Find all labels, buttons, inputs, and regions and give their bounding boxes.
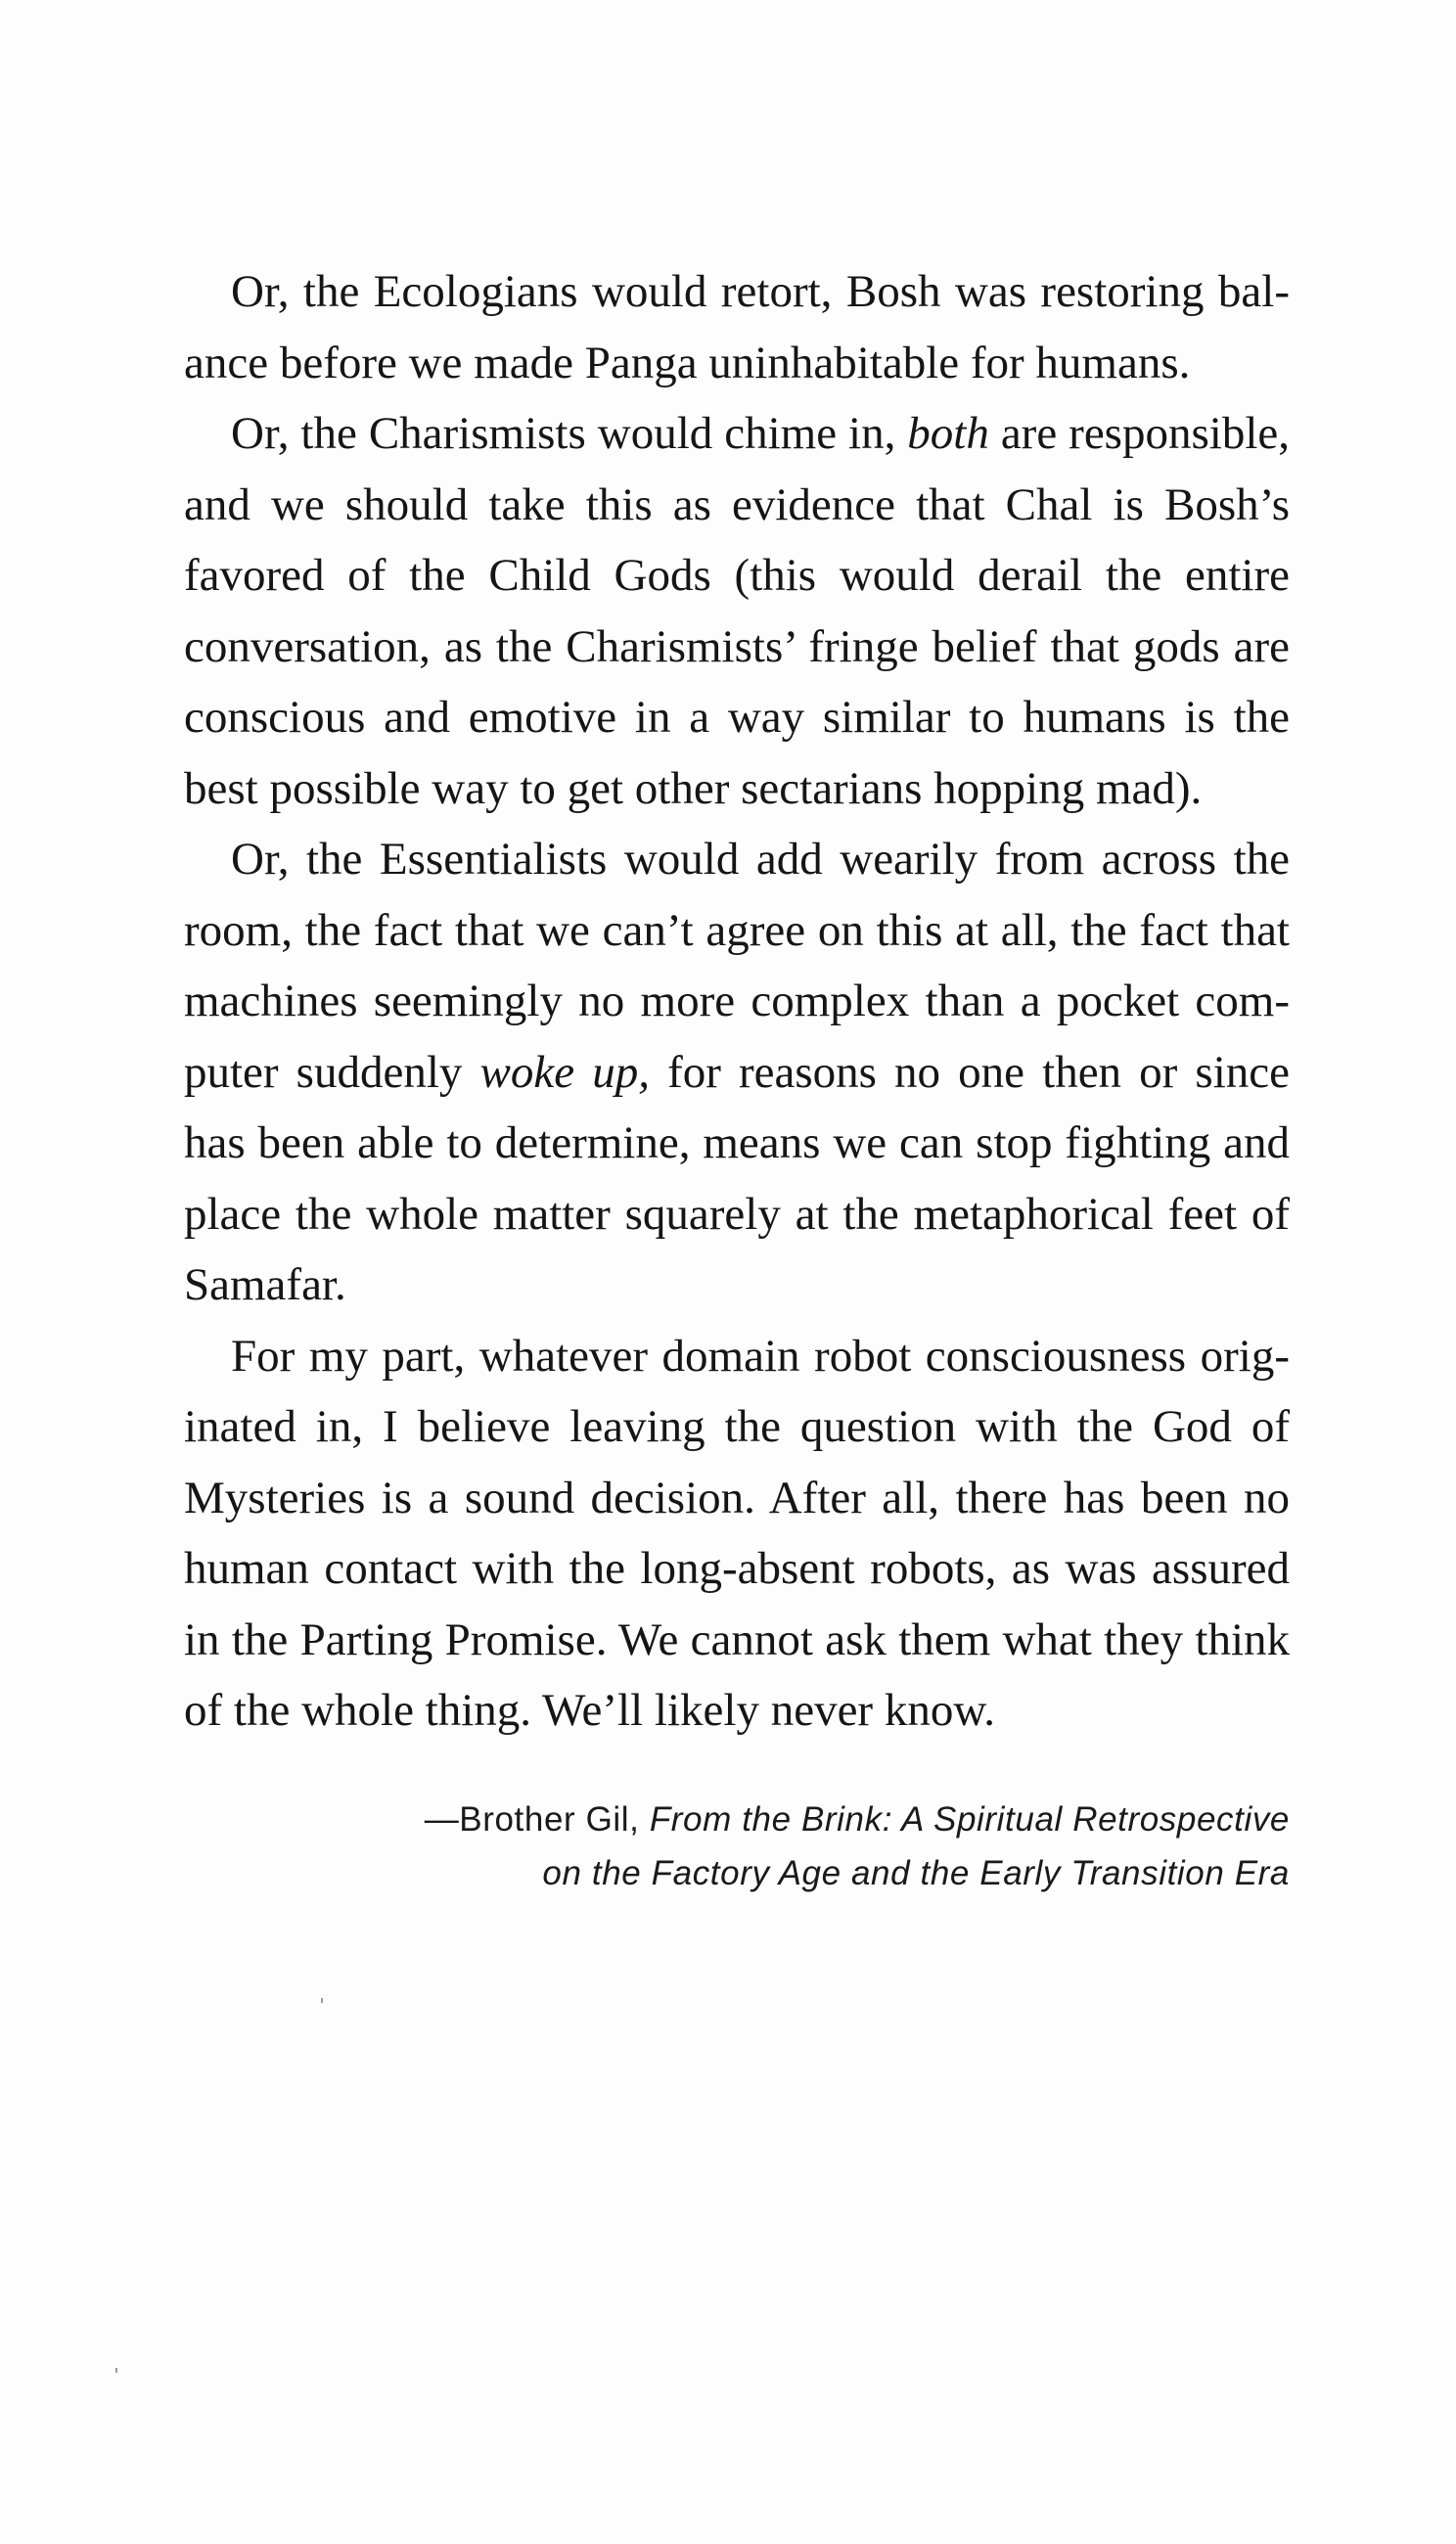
paragraph-text: for reasons no one then or since has been able to determine, means we can stop fighting and place the whole matter squarely at the metaphorical feet of Samafar.	[184, 1046, 1290, 1310]
attribution-title-part-1: From the Brink: A Spiritual Retrospective	[649, 1800, 1290, 1839]
emphasis-text: both	[907, 408, 989, 459]
attribution-title-part-2: on the Factory Age and the Early Transition Era	[542, 1854, 1290, 1892]
paragraph-text: are responsible, and we should take this as evidence that Chal is Bosh’s favored of the Child Gods (this would derail the entire conversation, as the Charismists’ fringe belief that gods are conscious and emotive in a way similar to humans is the best possible way to get other sectarians hopping mad).	[184, 408, 1290, 814]
paragraph-ecologians	[184, 256, 1290, 398]
paragraph-text: Or, the Charismists would chime in,	[231, 408, 908, 459]
emphasis-text: woke up,	[479, 1046, 650, 1098]
paragraph-essentialists	[184, 824, 1290, 1321]
paragraph-charismists	[184, 398, 1290, 824]
attribution-line-2	[213, 1846, 1290, 1900]
attribution-author: —Brother Gil,	[424, 1800, 650, 1839]
paragraph-text: For my part, whatever domain robot consciousness originated in, I believe leaving the question with the God of Mysteries is a sound decision. After all, there has been no human contact with the long-absent robots, as was assured in the Parting Promise. We cannot ask them what they think of the whole thing. We’ll likely never know.	[184, 1330, 1290, 1736]
epigraph-attribution	[213, 1793, 1290, 1900]
paper-speck	[321, 1998, 323, 2003]
paragraph-text: Or, the Ecologians would retort, Bosh was restoring balance before we made Panga uninhabitable for humans.	[184, 266, 1290, 388]
body-text	[184, 256, 1290, 1747]
paragraph-text: Or, the Essentialists would add wearily from across the room, the fact that we can’t agree on this at all, the fact that machines seemingly no more complex than a pocket computer suddenly	[184, 834, 1290, 1098]
paragraph-my-part	[184, 1321, 1290, 1747]
attribution-line-1	[213, 1793, 1290, 1846]
paper-speck	[115, 2368, 117, 2373]
